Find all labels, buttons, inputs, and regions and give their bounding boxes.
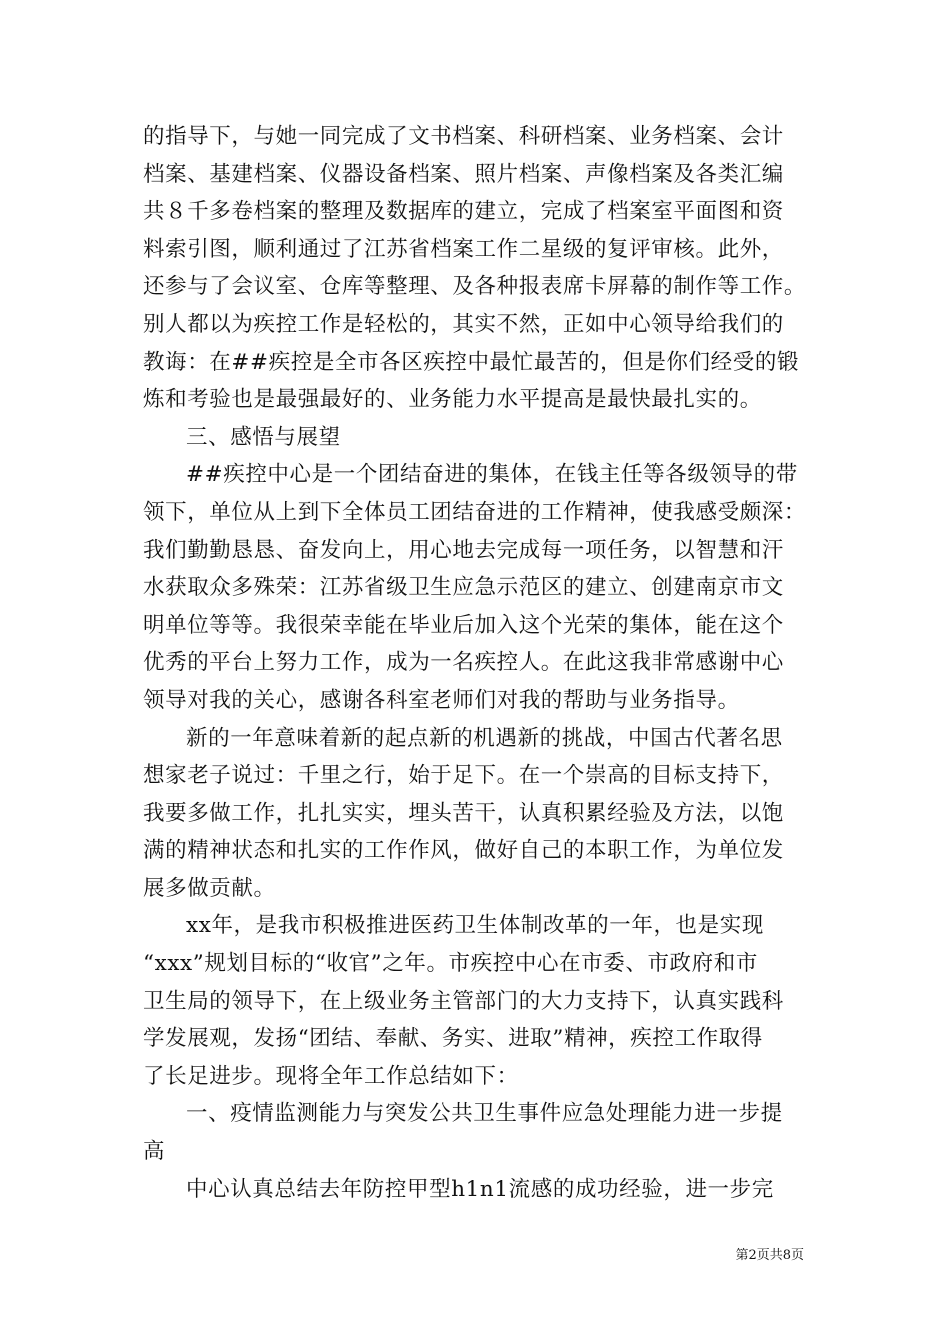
text-line: 档案、基建档案、仪器设备档案、照片档案、声像档案及各类汇编 <box>143 161 784 187</box>
text-line: 想家老子说过：千里之行，始于足下。在一个崇高的目标支持下， <box>143 763 784 789</box>
text-line: xx年，是我市积极推进医药卫生体制改革的一年，也是实现 <box>186 913 764 939</box>
text-line: 优秀的平台上努力工作，成为一名疾控人。在此这我非常感谢中心 <box>143 650 784 676</box>
text-line: 新的一年意味着新的起点新的机遇新的挑战，中国古代著名思 <box>186 725 783 751</box>
text-line: “xxx”规划目标的“收官”之年。市疾控中心在市委、市政府和市 <box>143 951 758 977</box>
text-line: 我要多做工作，扎扎实实，埋头苦干，认真积累经验及方法，以饱 <box>143 800 784 826</box>
text-line: 学发展观，发扬“团结、奉献、务实、进取”精神，疾控工作取得 <box>143 1026 763 1052</box>
text-line: 还参与了会议室、仓库等整理、及各种报表席卡屏幕的制作等工作。 <box>143 274 807 300</box>
text-line: 明单位等等。我很荣幸能在毕业后加入这个光荣的集体，能在这个 <box>143 612 784 638</box>
text-line: 我们勤勤恳恳、奋发向上，用心地去完成每一项任务，以智慧和汗 <box>143 537 784 563</box>
text-line: 展多做贡献。 <box>143 875 276 901</box>
text-line: 领下，单位从上到下全体员工团结奋进的工作精神，使我感受颇深： <box>143 499 807 525</box>
text-line: 了长足进步。现将全年工作总结如下： <box>143 1063 519 1089</box>
text-line: 别人都以为疾控工作是轻松的，其实不然，正如中心领导给我们的 <box>143 311 784 337</box>
section-heading: 一、疫情监测能力与突发公共卫生事件应急处理能力进一步提 <box>186 1101 783 1127</box>
text-line: 的指导下，与她一同完成了文书档案、科研档案、业务档案、会计 <box>143 124 784 149</box>
text-line: 领导对我的关心，感谢各科室老师们对我的帮助与业务指导。 <box>143 687 740 713</box>
text-line: 炼和考验也是最强最好的、业务能力水平提高是最快最扎实的。 <box>143 387 762 413</box>
text-line: 中心认真总结去年防控甲型h1n1流感的成功经验，进一步完 <box>186 1176 774 1202</box>
page-number: 第2页共8页 <box>735 1248 804 1263</box>
text-line: 水获取众多殊荣：江苏省级卫生应急示范区的建立、创建南京市文 <box>143 575 784 601</box>
text-line: 共８千多卷档案的整理及数据库的建立，完成了档案室平面图和资 <box>143 199 784 225</box>
text-line: 满的精神状态和扎实的工作作风，做好自己的本职工作，为单位发 <box>143 838 784 864</box>
text-line: ##疾控中心是一个团结奋进的集体，在钱主任等各级领导的带 <box>186 462 798 488</box>
text-line: 料索引图，顺利通过了江苏省档案工作二星级的复评审核。此外， <box>143 236 784 262</box>
text-line: 教诲：在##疾控是全市各区疾控中最忙最苦的，但是你们经受的锻 <box>143 349 800 375</box>
document-body <box>143 118 823 1208</box>
section-heading: 三、感悟与展望 <box>186 424 341 450</box>
text-line: 卫生局的领导下，在上级业务主管部门的大力支持下，认真实践科 <box>143 988 784 1014</box>
section-heading-continued: 高 <box>143 1139 166 1165</box>
